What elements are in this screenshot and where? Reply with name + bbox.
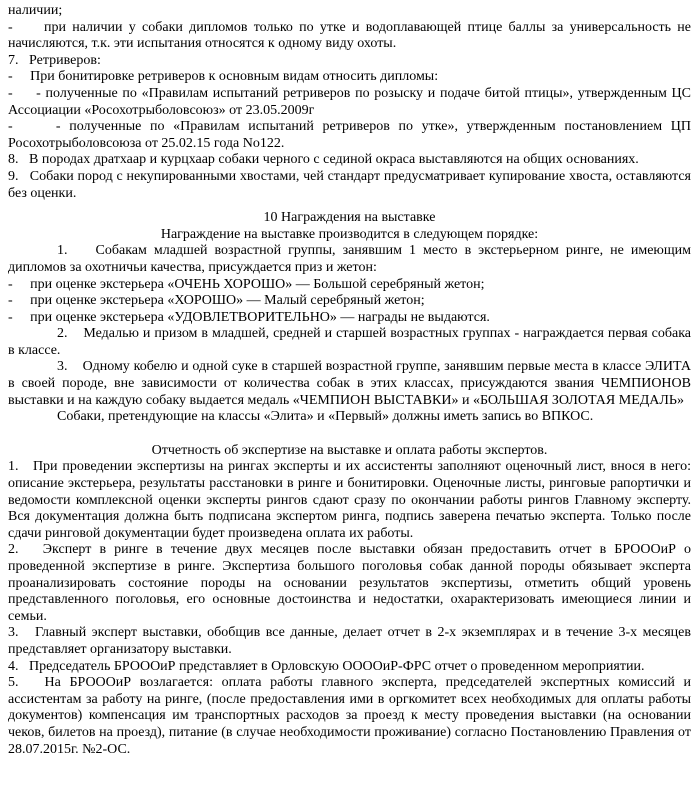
reporting-rule-2-expert-report: 2. Эксперт в ринге в течение двух месяцев после выставки обязан предоставить отчет в БРОООиР о проведенной экспертизе в ринге. Экспертиза большого поголовья собак данной породы обязывает эксперта проанализировать состояние породы на основании результатов экспертизы, отметить общий уровень представленного поголовья, его основные достоинства и недостатки, охарактеризовать имеющиеся линии и семьи. [8, 542, 691, 624]
rules-continuation-section [8, 3, 691, 202]
awards-section-subheading: Награждение на выставке производится в следующем порядке: [160, 226, 539, 242]
dash-item-duck-diploma: - при наличии у собаки дипломов только по утке и водоплавающей птице баллы за универсальность не начисляются, т.к. эти испытания относятся к одному виду охоты. [8, 19, 691, 52]
dash-item-rules-duck: - - полученные по «Правилам испытаний ретриверов по утке», утвержденным постановлением ЦП Росохотрыболовсоюза от 25.02.15 года No122. [8, 119, 691, 151]
award-rule-1-junior-group: 1. Собакам младшей возрастной группы, занявшим 1 место в экстерьерном ринге, не имеющим дипломов за охотничьи качества, присуждается приз и жетон: [8, 243, 691, 275]
reporting-rule-3-chief-expert: 3. Главный эксперт выставки, обобщив все данные, делает отчет в 2-х экземплярах и в течение 3-х месяцев представляет организатору выставки. [8, 625, 691, 657]
dash-item-good-token: - при оценке экстерьера «ХОРОШО» — Малый серебряный жетон; [8, 293, 425, 309]
rule-7-retrievers: 7. Ретриверов: [8, 52, 101, 68]
paragraph-tail: наличии; [8, 3, 63, 18]
award-rule-2-medal-prize: 2. Медалью и призом в младшей, средней и старшей возрастных группах - награждается первая собака в классе. [8, 326, 691, 358]
reporting-section [8, 443, 691, 758]
dash-item-bonitation: - При бонитировке ретриверов к основным видам относить дипломы: [8, 69, 439, 85]
rule-9-tails: 9. Собаки пород с некупированными хвостами, чей стандарт предусматривает купирование хвоста, оставляются без оценки. [8, 168, 691, 201]
awards-section-heading: 10 Награждения на выставке [263, 210, 436, 226]
note-elite-first-vpkos: Собаки, претендующие на классы «Элита» и «Первый» должны иметь запись во ВПКОС. [57, 409, 594, 425]
reporting-section-heading: Отчетность об экспертизе на выставке и оплата работы экспертов. [151, 442, 548, 458]
rule-8-coat-color: 8. В породах дратхаар и курцхаар собаки черного с сединой окраса выставляются на общих основаниях. [8, 152, 639, 168]
dash-item-very-good-token: - при оценке экстерьера «ОЧЕНЬ ХОРОШО» — Большой серебряный жетон; [8, 276, 485, 292]
awards-section [8, 210, 691, 426]
reporting-rule-5-payment: 5. На БРОООиР возлагается: оплата работы главного эксперта, председателей экспертных комиссий и ассистентам за работу на ринге, (после предоставления ими в оргкомитет всех необходимых для оплаты работы документов) компенсация им транспортных расходов за проезд к месту проведения выставки (на основании чеков, билетов на проезд), питание (в случае необходимости проживание) согласно Постановлению Правления от 28.07.2015г. №2-ОС. [8, 675, 691, 757]
award-rule-3-champions: 3. Одному кобелю и одной суке в старшей возрастной группе, занявшим первые места в классе ЭЛИТА в своей породе, вне зависимости от количества собак в этих классах, присуждаются звания ЧЕМПИОНОВ выставки и на каждую собаку выдается медаль «ЧЕМПИОН ВЫСТАВКИ» и «БОЛЬШАЯ ЗОЛОТАЯ МЕДАЛЬ» [8, 359, 691, 408]
dash-item-satisfactory: - при оценке экстерьера «УДОВЛЕТВОРИТЕЛЬНО» — награды не выдаются. [8, 309, 490, 325]
reporting-rule-1-score-sheets: 1. При проведении экспертизы на рингах эксперты и их ассистенты заполняют оценочный лист, внося в него: описание экстерьера, результаты расстановки в ринге и бонитировки. Оценочные листы, ринговые рапортички и ведомости комплексной оценки эксперты рингов сдают сразу по окончании работы рингов Главному эксперту. Вся документация должна быть подписана экспертом ринга, подпись заверена печатью эксперта. Только после сдачи ринговой документации будет произведена оплата их работы. [8, 459, 691, 541]
reporting-rule-4-chairman: 4. Председатель БРОООиР представляет в Орловскую ООООиР-ФРС отчет о проведенном мероприятии. [8, 658, 645, 674]
dash-item-rules-bird-retrieve: - - полученные по «Правилам испытаний ретриверов по розыску и подаче битой птицы», утвержденным ЦС Ассоциации «Росохотрыболовсоюз» от 23.05.2009г [8, 85, 691, 118]
